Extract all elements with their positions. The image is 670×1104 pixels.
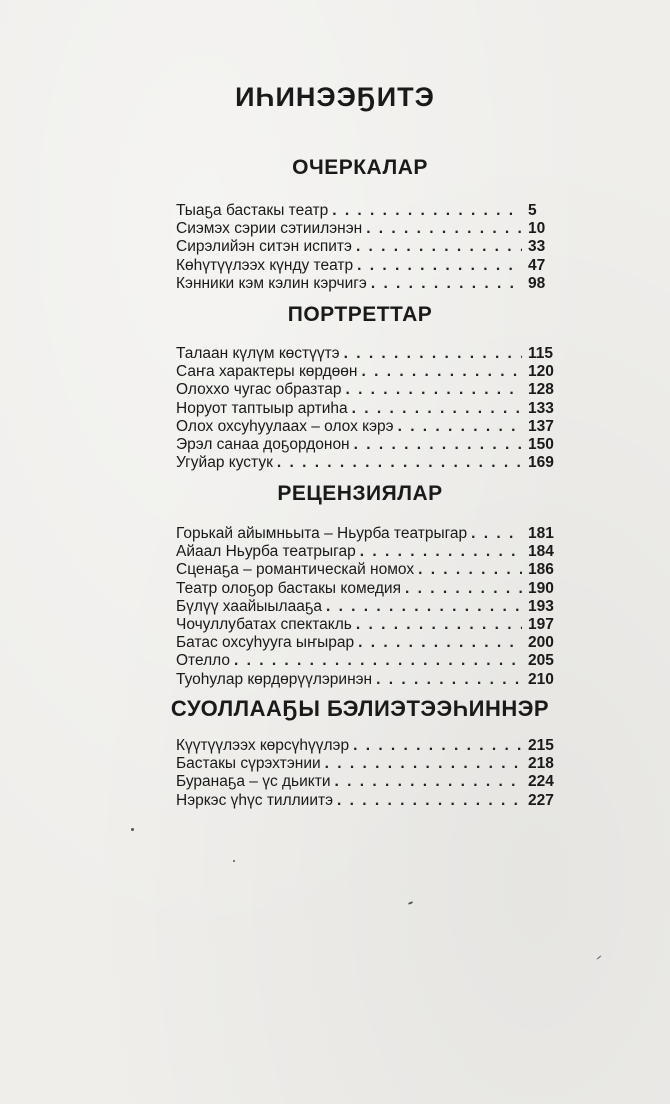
scan-speck [233,860,235,862]
toc-entry-title: Олоххо чугас образтар [176,381,342,399]
toc-entry-page: 186 [528,561,554,579]
dot-leader [361,363,522,381]
toc-entry[interactable] [176,543,570,561]
toc-entry-page: 128 [528,381,554,399]
toc-entry[interactable] [176,652,570,670]
toc-entry-page: 10 [528,220,546,238]
toc-entry[interactable] [176,275,570,293]
toc-entry-title: Айаал Ньурба театрыгар [176,543,356,561]
toc-list-portrettar [176,345,570,472]
toc-entry-page: 200 [528,634,554,652]
section-heading-ocherkalar: ОЧЕРКАЛАР [292,156,428,179]
dot-leader [335,773,523,791]
dot-leader [471,525,522,543]
toc-entry-page: 120 [528,363,554,381]
toc-entry-title: Бастакы сүрэхтэнии [176,755,321,773]
toc-entry-title: Чочуллубатах спектакль [176,615,352,633]
dot-leader [345,381,522,399]
toc-entry-page: 205 [528,652,554,670]
toc-entry-title: Сиэмэх сэрии сэтиилэнэн [176,220,363,238]
toc-entry-page: 215 [528,737,554,754]
toc-list-ocherkalar [176,202,570,293]
toc-entry-page: 47 [528,256,546,274]
dot-leader [360,543,522,561]
toc-entry-title: Күүтүүлээх көрсүһүүлэр [176,737,350,754]
toc-entry-title: Саҥа характеры көрдөөн [176,363,358,381]
toc-entry[interactable] [176,400,570,418]
toc-entry-page: 184 [528,543,554,561]
toc-entry[interactable] [176,436,570,454]
scan-speck [131,828,134,831]
toc-entry-title: Кэнники кэм кэлин кэрчигэ [176,274,367,292]
toc-entry-title: Батас охсуһууга ыҥырар [176,634,355,652]
toc-entry-page: 197 [528,615,554,633]
toc-entry[interactable] [176,671,570,689]
dot-leader [357,257,522,275]
page-title: ИҺИНЭЭҔИТЭ [235,82,435,112]
toc-entry-page: 33 [528,238,546,256]
toc-list-suollaagy [176,737,570,810]
toc-entry-title: Тыаҕа бастакы театр [176,202,329,219]
toc-entry-title: Горькай айымньыта – Ньурба театрыгар [176,525,468,542]
dot-leader [356,616,522,634]
toc-entry-page: 227 [528,791,554,809]
dot-leader [277,454,522,472]
toc-entry[interactable] [176,580,570,598]
toc-entry-page: 190 [528,579,554,597]
toc-entry-page: 224 [528,773,554,791]
dot-leader [326,598,522,616]
toc-entry-title: Туоһулар көрдөрүүлэринэн [176,670,373,688]
toc-entry[interactable] [176,598,570,616]
toc-entry-page: 169 [528,454,554,472]
dot-leader [354,436,522,454]
dot-leader [398,418,522,436]
dot-leader [325,755,522,773]
toc-entry[interactable] [176,525,570,543]
dot-leader [356,238,522,256]
toc-entry[interactable] [176,257,570,275]
dot-leader [352,400,522,418]
section-heading-suollaagy: СУОЛЛААҔЫ БЭЛИЭТЭЭҺИННЭР [170,696,550,721]
toc-entry-title: Норуот таптыыр артиһа [176,399,348,417]
scan-speck [596,955,601,960]
toc-entry[interactable] [176,381,570,399]
toc-entry[interactable] [176,737,570,755]
toc-entry[interactable] [176,202,570,220]
toc-entry-page: 5 [528,202,537,219]
toc-entry-title: Эрэл санаа доҕордонон [176,435,350,453]
toc-entry[interactable] [176,561,570,579]
toc-entry-title: Талаан күлүм көстүүтэ [176,345,340,362]
toc-entry-page: 210 [528,670,554,688]
toc-entry[interactable] [176,755,570,773]
toc-entry-page: 193 [528,597,554,615]
toc-entry-title: Сирэлийэн ситэн испитэ [176,238,352,256]
toc-list-recenziyalar [176,525,570,689]
toc-entry[interactable] [176,220,570,238]
toc-entry-page: 137 [528,417,554,435]
toc-entry[interactable] [176,616,570,634]
dot-leader [353,737,522,755]
section-heading-recenziyalar: РЕЦЕНЗИЯЛАР [277,482,443,505]
toc-entry-title: Көһүтүүлээх күнду театр [176,256,354,274]
dot-leader [405,580,522,598]
toc-entry[interactable] [176,634,570,652]
dot-leader [344,345,522,363]
toc-entry-title: Буранаҕа – үс дьикти [176,773,331,791]
toc-entry-title: Театр олоҕор бастакы комедия [176,579,401,597]
toc-entry-page: 181 [528,525,554,542]
toc-entry-title: Отелло [176,652,230,670]
dot-leader [234,652,522,670]
toc-entry[interactable] [176,454,570,472]
dot-leader [337,792,522,810]
scan-speck [408,901,413,905]
toc-entry-title: Нэркэс үһүс тиллиитэ [176,791,333,809]
toc-entry-page: 115 [528,345,554,362]
toc-entry-page: 133 [528,399,554,417]
toc-entry[interactable] [176,792,570,810]
toc-entry[interactable] [176,238,570,256]
toc-entry[interactable] [176,773,570,791]
dot-leader [371,275,522,293]
toc-entry-title: Угуйар кустук [176,454,273,472]
toc-entry-page: 150 [528,435,554,453]
dot-leader [418,561,522,579]
toc-entry-title: Сценаҕа – романтическай номох [176,561,415,579]
toc-entry-page: 98 [528,274,546,292]
dot-leader [332,202,522,220]
toc-entry[interactable] [176,363,570,381]
toc-entry-title: Олох охсуһуулаах – олох кэрэ [176,417,394,435]
section-heading-portrettar: ПОРТРЕТТАР [287,303,433,326]
toc-entry-title: Бүлүү хаайыылааҕа [176,597,322,615]
dot-leader [366,220,522,238]
toc-entry[interactable] [176,418,570,436]
toc-entry-page: 218 [528,755,554,773]
dot-leader [376,671,522,689]
toc-entry[interactable] [176,345,570,363]
dot-leader [358,634,522,652]
